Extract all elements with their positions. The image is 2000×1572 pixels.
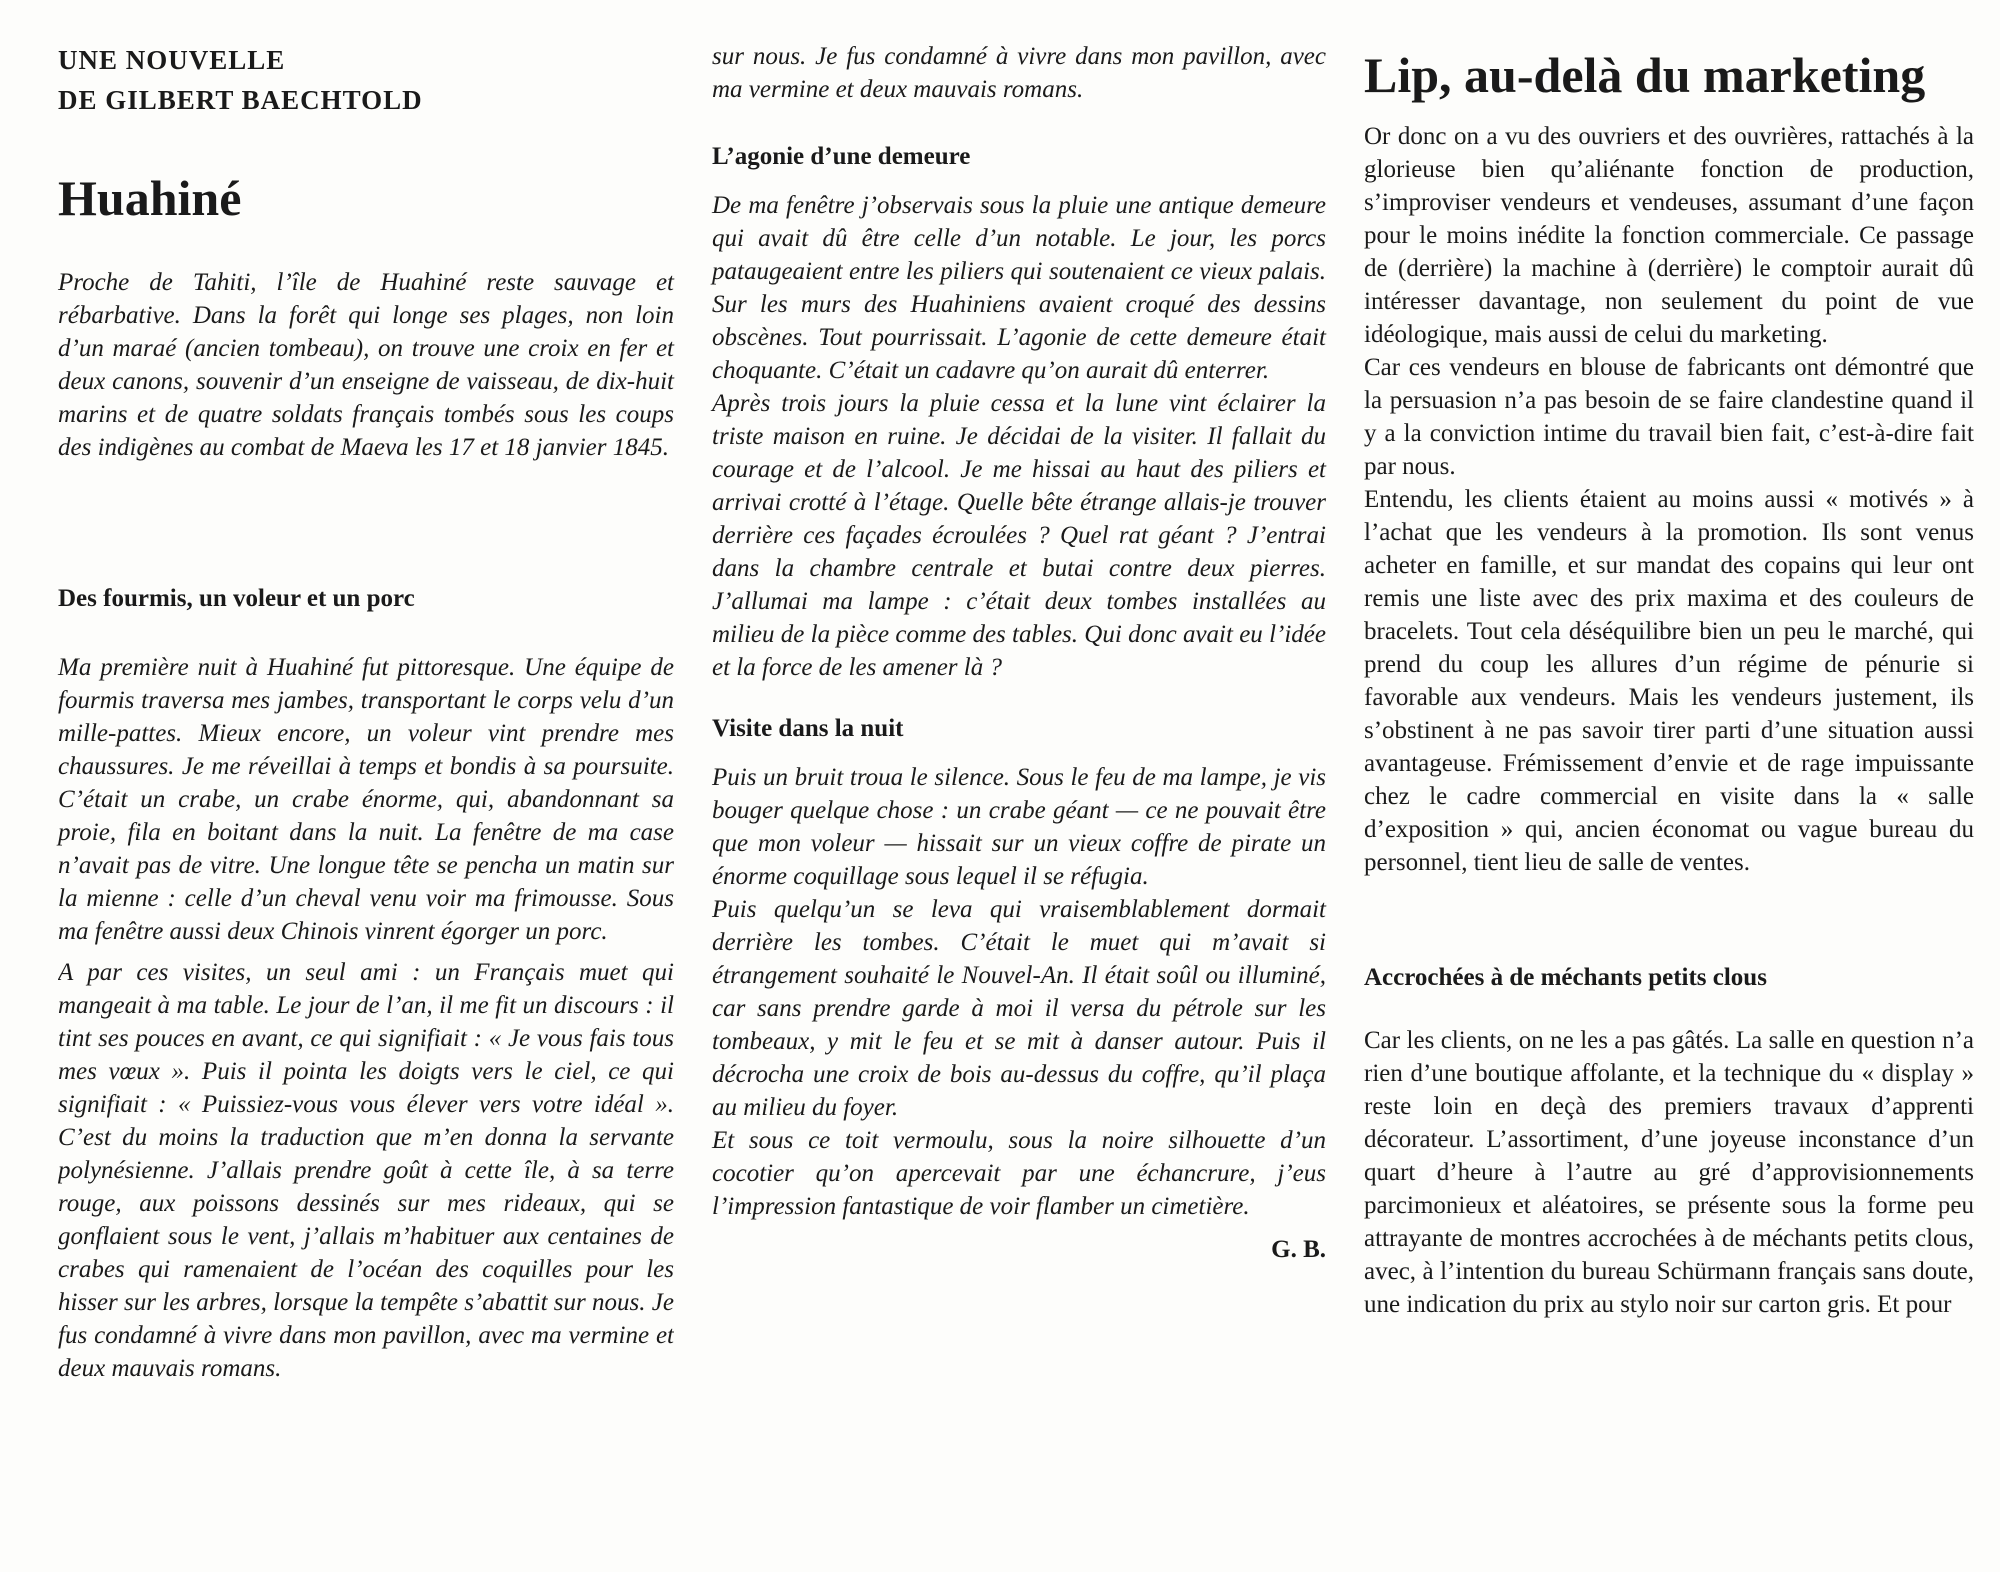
column-left xyxy=(58,40,674,1385)
story-paragraph: Puis quelqu’un se leva qui vraisemblablement dormait derrière les tombes. C’était le muet qui m’avait si étrangement souhaité le Nouvel-An. Il était soûl ou illuminé, car sans prendre garde à moi il versa du pétrole sur les tombeaux, y mit le feu et se mit à danser autour. Puis il décrocha une croix de bois au-dessus du coffre, qu’il plaça au milieu du foyer. xyxy=(712,896,1326,1121)
story-kicker-line-2: DE GILBERT BAECHTOLD xyxy=(58,85,423,115)
article-section-heading: Accrochées à de méchants petits clous xyxy=(1364,964,1767,991)
article-paragraph: Entendu, les clients étaient au moins aussi « motivés » à l’achat que les vendeurs à la promotion. Ils sont venus acheter en famille, et sur mandat des copains qui leur ont remis une liste avec des prix maxima et des couleurs de bracelets. Tout cela déséquilibre bien un peu le marché, qui prend du coup les allures d’un régime de pénurie si favorable aux vendeurs. Mais les vendeurs justement, ils s’obstinent à ne pas savoir tirer parti d’une situation aussi avantageuse. Frémissement d’envie et de rage impuissante chez le cadre commercial en visite dans la « salle d’exposition » qui, ancien économat ou vague bureau du personnel, tient lieu de salle de ventes. xyxy=(1364,486,1974,876)
section-heading-visite: Visite dans la nuit xyxy=(712,715,904,742)
column-middle xyxy=(712,40,1326,1266)
article-paragraph: Or donc on a vu des ouvriers et des ouvrières, rattachés à la glorieuse bien qu’aliénante fonction de production, s’improviser vendeurs et vendeuses, assumant d’une façon pour le moins inédite la fonction commerciale. Ce passage de (derrière) la machine à (derrière) le comptoir aurait dû intéresser davantage, non seulement du point de vue idéologique, mais aussi de celui du marketing. xyxy=(1364,123,1974,348)
story-paragraph: Après trois jours la pluie cessa et la lune vint éclairer la triste maison en ruine. Je décidai de la visiter. Il fallait du courage et de l’alcool. Je me hissai au haut des piliers et arrivai crotté à l’étage. Quelle bête étrange allais-je trouver derrière ces façades écroulées ? Quel rat géant ? J’entrai dans la chambre centrale et butai contre deux pierres. J’allumai ma lampe : c’était deux tombes installées au milieu de la pièce comme des tables. Qui donc avait eu l’idée et la force de les amener là ? xyxy=(712,390,1326,681)
story-paragraph: De ma fenêtre j’observais sous la pluie une antique demeure qui avait dû être celle d’un notable. Le jour, les porcs pataugeaient entre les piliers qui soutenaient ce vieux palais. Sur les murs des Huahiniens avaient croqué des dessins obscènes. Tout pourrissait. L’agonie de cette demeure était choquante. C’était un cadavre qu’on aurait dû enterrer. xyxy=(712,192,1326,384)
story-title: Huahiné xyxy=(58,170,242,226)
section-heading-fourmis: Des fourmis, un voleur et un porc xyxy=(58,585,415,612)
story-paragraph-continued: sur nous. Je fus condamné à vivre dans mon pavillon, avec ma vermine et deux mauvais romans. xyxy=(712,43,1326,103)
story-paragraph: Ma première nuit à Huahiné fut pittoresque. Une équipe de fourmis traversa mes jambes, transportant le corps velu d’un mille-pattes. Mieux encore, un voleur vint prendre mes chaussures. Je me réveillai à temps et bondis à sa poursuite. C’était un crabe, un crabe énorme, qui, abandonnant sa proie, fila en boitant dans la nuit. La fenêtre de ma case n’avait pas de vitre. Une longue tête se pencha un matin sur la mienne : celle d’un cheval venu voir ma frimousse. Sous ma fenêtre aussi deux Chinois vinrent égorger un porc. xyxy=(58,654,674,945)
article-paragraph: Car ces vendeurs en blouse de fabricants ont démontré que la persuasion n’a pas besoin de se faire clandestine quand il y a la conviction intime du travail bien fait, c’est-à-dire fait par nous. xyxy=(1364,354,1974,480)
column-right xyxy=(1364,40,1974,1321)
story-paragraph: Et sous ce toit vermoulu, sous la noire silhouette d’un cocotier qu’on apercevait par une échancrure, j’eus l’impression fantastique de voir flamber un cimetière. xyxy=(712,1127,1326,1220)
article-paragraph: Car les clients, on ne les a pas gâtés. La salle en question n’a rien d’une boutique affolante, et la technique du « display » reste loin en deçà des premiers travaux d’apprenti décorateur. L’assortiment, d’une joyeuse inconstance d’un quart d’heure à l’autre au gré d’approvisionnements parcimonieux et aléatoires, se présente sous la forme peu attrayante de montres accrochées à de méchants petits clous, avec, à l’intention du bureau Schürmann français sans doute, une indication du prix au stylo noir sur carton gris. Et pour xyxy=(1364,1027,1974,1318)
section-heading-agonie: L’agonie d’une demeure xyxy=(712,143,971,170)
story-paragraph: Puis un bruit troua le silence. Sous le feu de ma lampe, je vis bouger quelque chose : un crabe géant — ce ne pouvait être que mon voleur — hissait sur un vieux coffre de pirate un énorme coquillage sous lequel il se réfugia. xyxy=(712,764,1326,890)
story-intro: Proche de Tahiti, l’île de Huahiné reste sauvage et rébarbative. Dans la forêt qui longe ses plages, non loin d’un maraé (ancien tombeau), on trouve une croix en fer et deux canons, souvenir d’un enseigne de vaisseau, de dix-huit marins et de quatre soldats français tombés sous les coups des indigènes au combat de Maeva les 17 et 18 janvier 1845. xyxy=(58,269,674,461)
story-kicker-line-1: UNE NOUVELLE xyxy=(58,45,286,75)
article-title: Lip, au-delà du marketing xyxy=(1364,47,1926,103)
story-paragraph: A par ces visites, un seul ami : un Français muet qui mangeait à ma table. Le jour de l’an, il me fit un discours : il tint ses pouces en avant, ce qui signifiait : « Je vous fais tous mes vœux ». Puis il pointa les doigts vers le ciel, ce qui signifiait : « Puissiez-vous vous élever vers votre idéal ». C’est du moins la traduction que m’en donna la servante polynésienne. J’allais prendre goût à cette île, à sa terre rouge, aux poissons dessinés sur mes rideaux, qui se gonflaient sous le vent, j’allais m’habituer aux centaines de crabes qui ramenaient de l’océan des coquilles pour les hisser sur les arbres, lorsque la tempête s’abattit sur nous. Je fus condamné à vivre dans mon pavillon, avec ma vermine et deux mauvais romans. xyxy=(58,959,674,1382)
author-signature: G. B. xyxy=(1271,1236,1326,1263)
